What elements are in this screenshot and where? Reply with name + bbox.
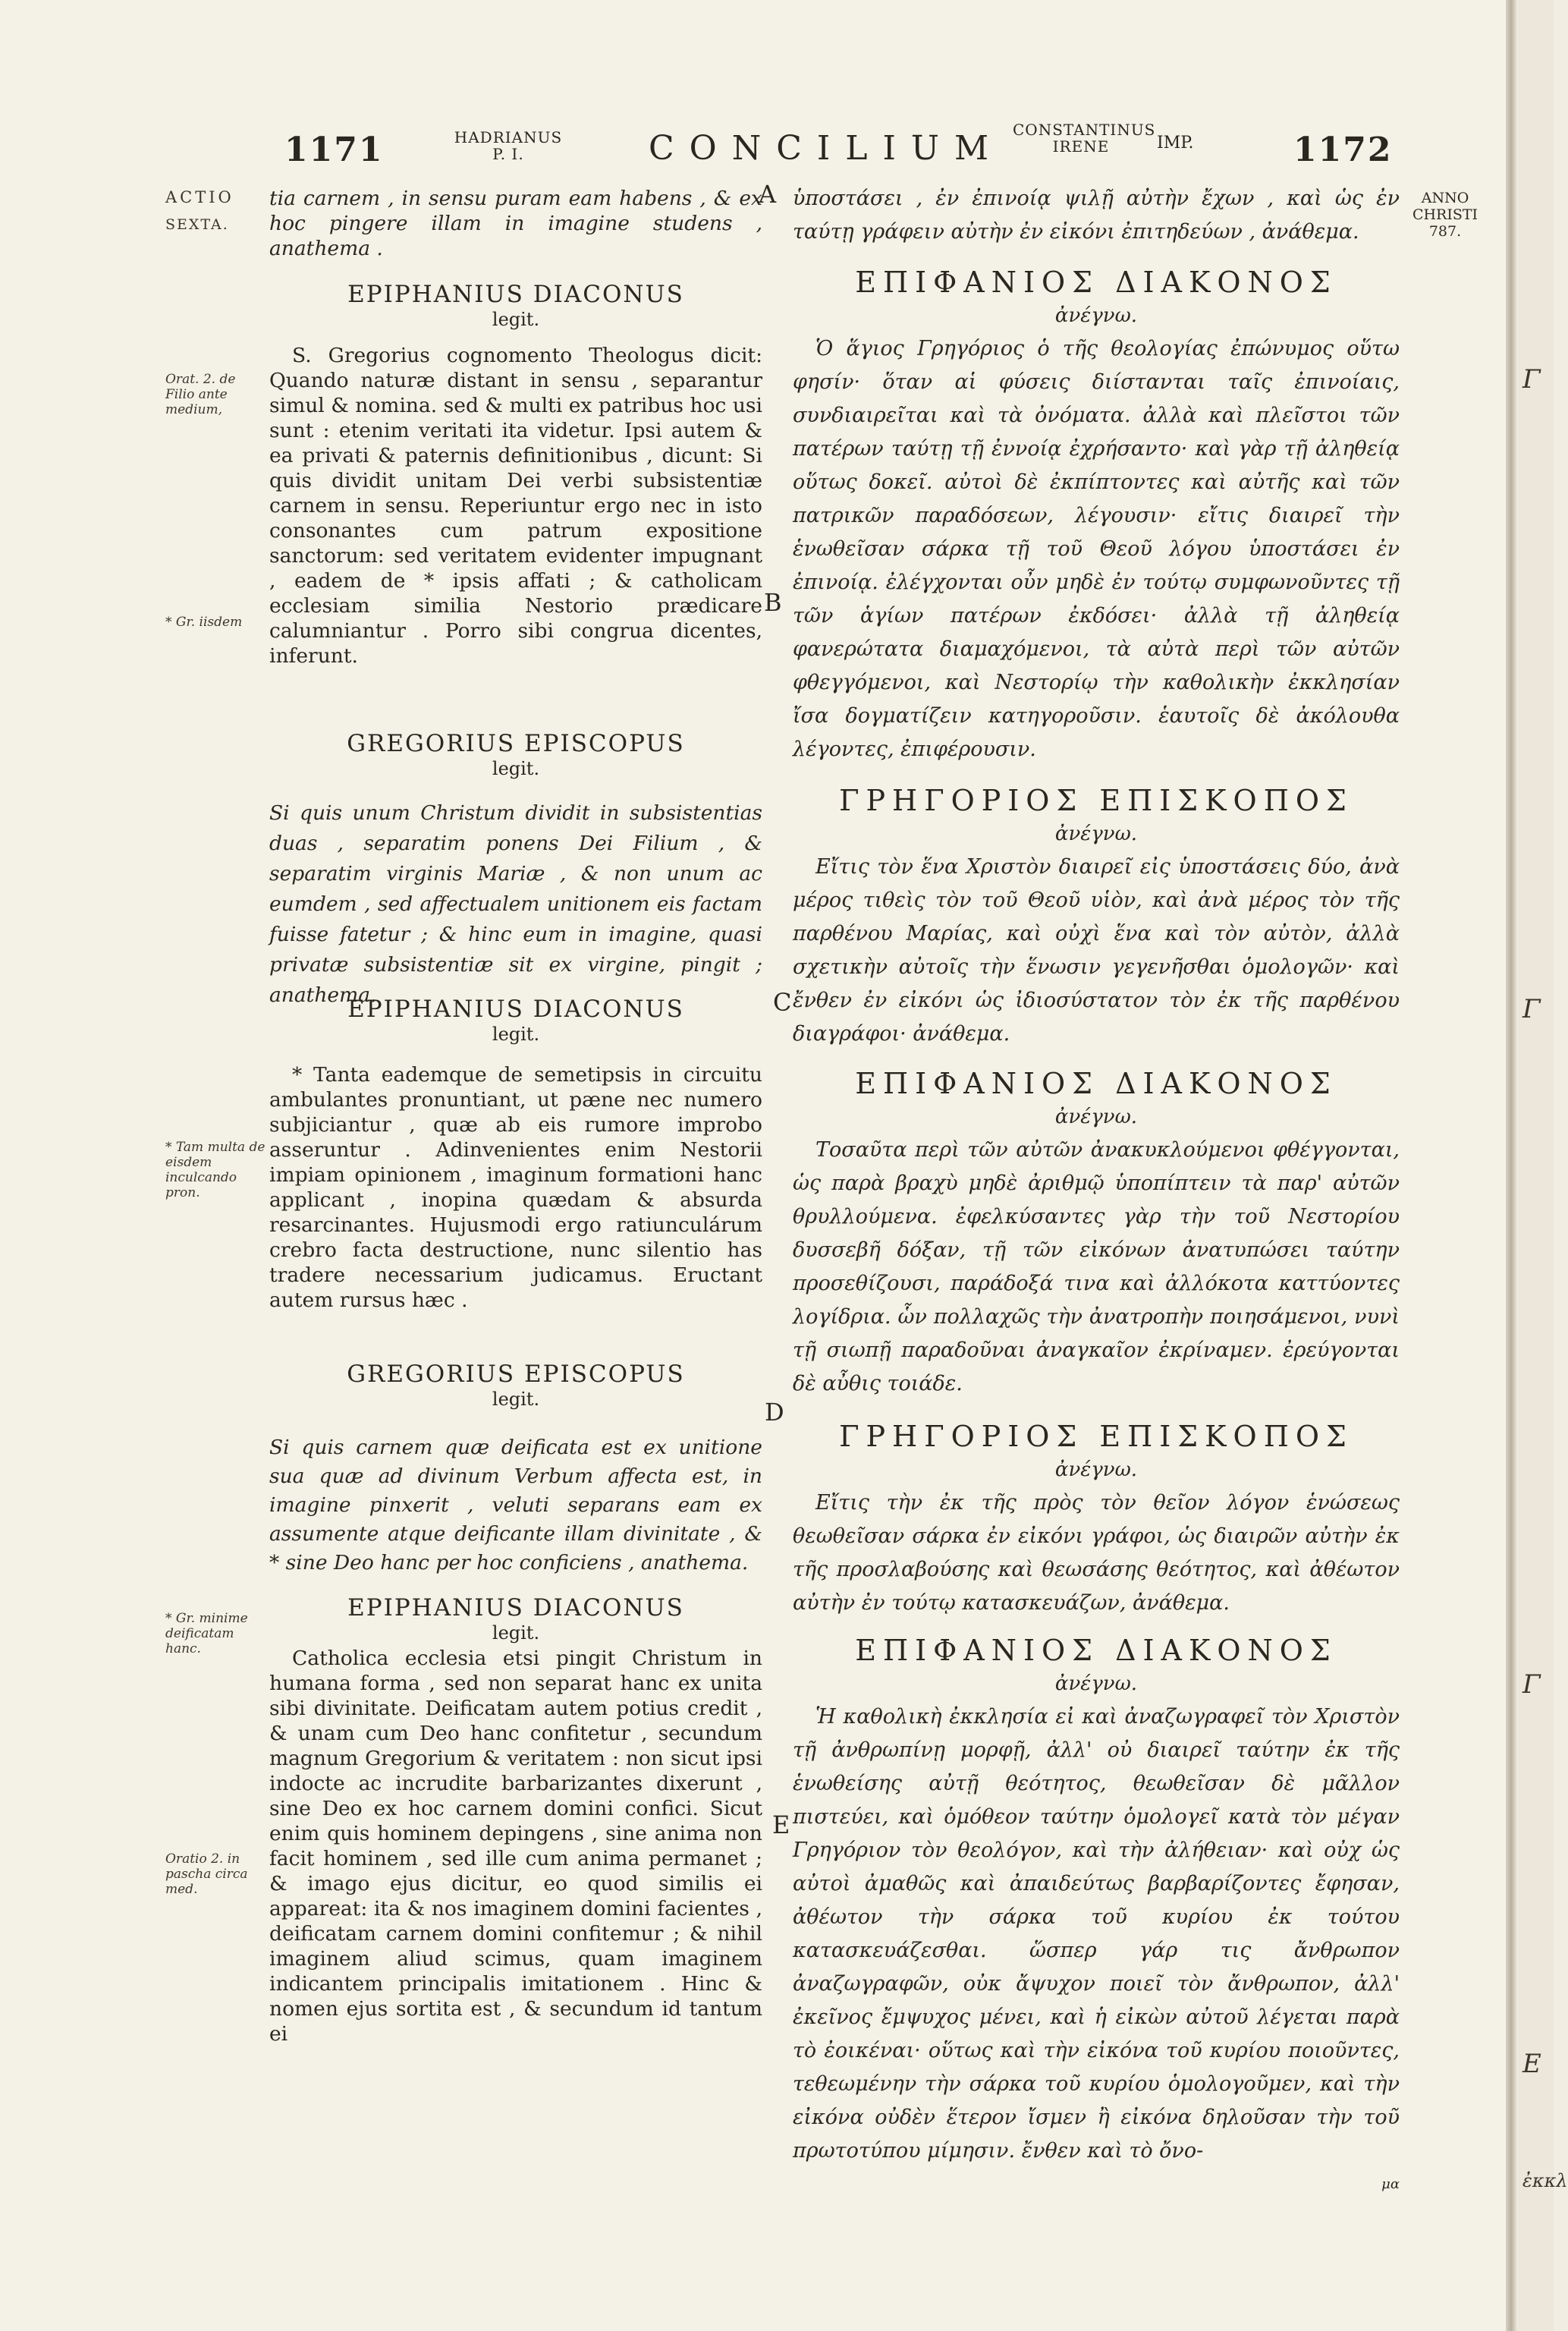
section-letter-a: A xyxy=(759,180,777,209)
running-head-hadrianus: HADRIANUS xyxy=(454,128,563,146)
book-gutter xyxy=(1506,0,1516,2331)
latin-heading-gregorius-1: GREGORIUS EPISCOPUS xyxy=(347,730,685,757)
greek-paragraph-4: Εἴτις τὴν ἐκ τῆς πρὸς τὸν θεῖον λόγον ἑνώσεως θεωθεῖσαν σάρκα ἐν εἰκόνι γράφοι, ὡς διαιρῶν αὐτὴν ἐκ τῆς προσλαβούσης καὶ θεωσάσης θεότητος, καὶ ἀθέωτον αὐτὴν ἐν τούτῳ κατασκευάζων, ἀνάθεμα. xyxy=(793,1491,1400,1615)
running-head-pope: P. I. xyxy=(492,145,524,163)
greek-paragraph-3: Τοσαῦτα περὶ τῶν αὐτῶν ἀνακυκλούμενοι φθέγγονται, ὡς παρὰ βραχὺ μηδὲ ἀριθμῷ ὑποπίπτειν τὰ παρ' αὐτῶν θρυλλούμενα. ἐφελκύσαντες γὰρ τὴν τοῦ Νεστορίου δυσσεβῆ δόξαν, τῇ τῶν εἰκόνων ἀνατυπώσει ταύτην προσεθίζουσι, παράδοξά τινα καὶ ἀλλόκοτα καττύοντες λογίδρια. ὧν πολλαχῶς τὴν ἀνατροπὴν ποιησάμενοι, νυνὶ τῇ σιωπῇ παραδοῦναι ἀναγκαῖον ἐκρίναμεν. ἐρεύγονται δὲ αὖθις τοιάδε. xyxy=(793,1138,1400,1395)
adjacent-fragment: Γ xyxy=(1522,1669,1541,1700)
latin-legit-2: legit. xyxy=(492,758,540,779)
latin-heading-epiphanius-3: EPIPHANIUS DIACONUS xyxy=(347,1594,684,1622)
running-head-irene: IRENE xyxy=(1052,137,1110,156)
latin-legit-1: legit. xyxy=(492,309,540,330)
running-title: CONCILIUM xyxy=(649,129,1004,168)
latin-legit-4: legit. xyxy=(492,1389,540,1410)
section-letter-c: C xyxy=(773,988,792,1017)
margin-christi-label: CHRISTI xyxy=(1412,206,1478,223)
running-head-constantinus: CONSTANTINUS xyxy=(1013,121,1156,139)
greek-anegno-2: ἀνέγνω. xyxy=(1054,823,1138,845)
greek-anegno-3: ἀνέγνω. xyxy=(1054,1106,1138,1128)
greek-heading-epiphanios-1: ΕΠΙΦΑΝΙΟΣ ΔΙΑΚΟΝΟΣ xyxy=(855,266,1337,299)
section-letter-e: E xyxy=(772,1810,790,1839)
greek-anegno-5: ἀνέγνω. xyxy=(1054,1672,1138,1695)
margin-note-tam-multa: * Tam multa de eisdem inculcando pron. xyxy=(165,1140,266,1200)
greek-column xyxy=(793,182,1400,2201)
running-head-imp: IMP. xyxy=(1157,134,1194,153)
adjacent-fragment: Ε xyxy=(1522,2049,1541,2079)
running-head-left xyxy=(432,129,584,162)
margin-note-gr-minime: * Gr. minime deificatam hanc. xyxy=(165,1611,248,1656)
latin-paragraph-1: S. Gregorius cognomento Theologus dicit: Quando naturæ distant in sensu , separantur simul & nomina. sed & multi ex patribus hoc usi sunt : etenim veritati ita videtur. Ipsi autem & ea privati & paternis definitionibus , dicunt: Si quis dividit unitam Dei verbi subsistentiæ carnem in sensu. Reperiuntur ergo nec in isto consonantes cum patrum expositione sanctorum: sed veritatem evidenter impugnant , eadem de * ipsis affati ; & catholicam ecclesiam similia Nestorio prædicare calumniantur . Porro sibi congrua dicentes, inferunt. xyxy=(269,344,762,668)
margin-anno xyxy=(1400,190,1491,240)
running-head-right xyxy=(1013,121,1156,156)
margin-note-gr-iisdem: * Gr. iisdem xyxy=(165,615,243,630)
greek-paragraph-2: Εἴτις τὸν ἕνα Χριστὸν διαιρεῖ εἰς ὑποστάσεις δύο, ἀνὰ μέρος τιθεὶς τὸν τοῦ Θεοῦ υἱὸν, καὶ ἀνὰ μέρος τὸν τῆς παρθένου Μαρίας, καὶ οὐχὶ ἕνα καὶ τὸν αὐτὸν, ἀλλὰ σχετικὴν αὐτοῖς τὴν ἕνωσιν γεγενῆσθαι ὁμολογῶν· καὶ ἔνθεν ἐν εἰκόνι ὡς ἰδιοσύστατον τὸν ἐκ τῆς παρθένου διαγράφοι· ἀνάθεμα. xyxy=(793,855,1400,1046)
latin-column xyxy=(269,186,762,2046)
greek-heading-epiphanios-3: ΕΠΙΦΑΝΙΟΣ ΔΙΑΚΟΝΟΣ xyxy=(855,1634,1337,1667)
latin-paragraph-4: Si quis carnem quæ deificata est ex unitione sua quæ ad divinum Verbum affecta est, in imagine pinxerit , veluti separans eam ex assumente atque deificante illam divinitate , & * sine Deo hanc per hoc conficiens , anathema. xyxy=(269,1436,762,1574)
latin-legit-5: legit. xyxy=(492,1622,540,1644)
latin-heading-epiphanius-2: EPIPHANIUS DIACONUS xyxy=(347,996,684,1023)
greek-anegno-1: ἀνέγνω. xyxy=(1054,304,1138,327)
adjacent-fragment: ἐκκλ xyxy=(1522,2170,1568,2191)
latin-paragraph-2: Si quis unum Christum dividit in subsistentias duas , separatim ponens Dei Filium , & separatim virginis Mariæ , & non unum ac eumdem , sed affectualem unitionem eis factam fuisse fatetur ; & hinc eum in imagine, quasi privatæ subsistentiæ sit ex virgine, pingit ; anathema. xyxy=(269,801,762,1007)
greek-paragraph-5: Ἡ καθολικὴ ἐκκλησία εἰ καὶ ἀναζωγραφεῖ τὸν Χριστὸν τῇ ἀνθρωπίνῃ μορφῇ, ἀλλ' οὐ διαιρεῖ ταύτην ἐκ τῆς ἑνωθείσης αὐτῇ θεότητος, θεωθεῖσαν δὲ μᾶλλον πιστεύει, καὶ ὁμόθεον ταύτην ὁμολογεῖ κατὰ τὸν μέγαν Γρηγόριον τὸν θεολόγον, καὶ τὴν ἀλήθειαν· καὶ οὐχ ὡς αὐτοὶ ἀμαθῶς καὶ ἀπαιδεύτως βαρβαρίζοντες ἔφησαν, ἀθέωτον τὴν σάρκα τοῦ κυρίου ἐκ τούτου κατασκευάζεσθαι. ὥσπερ γάρ τις ἄνθρωπον ἀναζωγραφῶν, οὐκ ἄψυχον ποιεῖ τὸν ἄνθρωπον, ἀλλ' ἐκεῖνος ἔμψυχος μένει, καὶ ἡ εἰκὼν αὐτοῦ λέγεται παρὰ τὸ ἐοικέναι· οὕτως καὶ τὴν εἰκόνα τοῦ κυρίου ποιοῦντες, τεθεωμένην τὴν σάρκα τοῦ κυρίου ὁμολογοῦμεν, καὶ τὴν εἰκόνα οὐδὲν ἕτερον ἴσμεν ἢ εἰκόνα δηλοῦσαν τὴν τοῦ πρωτοτύπου μίμησιν. ἔνθεν καὶ τὸ ὄνο- xyxy=(793,1705,1400,2163)
margin-actio: ACTIO xyxy=(165,188,234,206)
greek-paragraph-1: Ὁ ἅγιος Γρηγόριος ὁ τῆς θεολογίας ἐπώνυμος οὕτω φησίν· ὅταν αἱ φύσεις διίστανται ταῖς ἐπινοίαις, συνδιαιρεῖται καὶ τὰ ὀνόματα. ἀλλὰ καὶ πλεῖστοι τῶν πατέρων ταύτῃ τῇ ἐννοίᾳ ἐχρήσαντο· καὶ γὰρ τῇ ἀληθείᾳ οὕτως δοκεῖ. αὐτοὶ δὲ ἐκπίπτοντες καὶ αὐτῆς καὶ τῶν πατρικῶν παραδόσεων, λέγουσιν· εἴτις διαιρεῖ τὴν ἑνωθεῖσαν σάρκα τῇ τοῦ Θεοῦ λόγου ὑποστάσει ἐν ἐπινοίᾳ. ἐλέγχονται οὖν μηδὲ ἐν τούτῳ συμφωνοῦντες τῇ τῶν ἁγίων πατέρων ἐκδόσει· ἀλλὰ τῇ ἀληθείᾳ φανερώτατα διαμαχόμενοι, τὰ αὐτὰ περὶ τῶν αὐτῶν φθεγγόμενοι, καὶ Νεστορίῳ τὴν καθολικὴν ἐκκλησίαν ἴσα δογματίζειν κατηγοροῦσιν. ἑαυτοῖς δὲ ἀκόλουθα λέγοντες, ἐπιφέρουσιν. xyxy=(793,337,1400,761)
adjacent-fragment: Γ xyxy=(1522,364,1541,395)
latin-heading-gregorius-2: GREGORIUS EPISCOPUS xyxy=(347,1361,685,1388)
margin-sexta: SEXTA. xyxy=(165,216,229,233)
section-letter-d: D xyxy=(765,1398,784,1427)
margin-year: 787. xyxy=(1428,223,1462,240)
greek-anegno-4: ἀνέγνω. xyxy=(1054,1458,1138,1481)
margin-note-oratio-2: Oratio 2. in pascha circa med. xyxy=(165,1851,248,1897)
catchword: μα xyxy=(1381,2176,1400,2192)
adjacent-fragment: Γ xyxy=(1522,994,1541,1024)
margin-note-orat-2: Orat. 2. de Filio ante medium, xyxy=(165,372,236,417)
latin-intro: tia carnem , in sensu puram eam habens , & ex hoc pingere illam in imagine studens , anathema . xyxy=(269,187,762,260)
latin-paragraph-3: * Tanta eademque de semetipsis in circuitu ambulantes pronuntiant, ut pæne nec numero subjiciantur , quæ ab eis rumore improbo asseruntur . Adinvenientes enim Nestorii impiam opinionem , imaginum formationi hanc applicant , inopina quædam & absurda resarcinantes. Hujusmodi ergo ratiunculárum crebro facta destructione, nunc silentio has tradere necessarium judicamus. Eructant autem rursus hæc . xyxy=(269,1063,762,1312)
greek-intro: ὑποστάσει , ἐν ἐπινοίᾳ ψιλῇ αὐτὴν ἔχων , καὶ ὡς ἐν ταύτῃ γράφειν αὐτὴν ἐν εἰκόνι ἐπιτηδεύων , ἀνάθεμα. xyxy=(793,187,1400,244)
left-page-number: 1171 xyxy=(284,131,384,169)
greek-heading-epiphanios-2: ΕΠΙΦΑΝΙΟΣ ΔΙΑΚΟΝΟΣ xyxy=(855,1067,1337,1100)
greek-heading-gregorios-1: ΓΡΗΓΟΡΙΟΣ ΕΠΙΣΚΟΠΟΣ xyxy=(839,784,1353,817)
margin-anno-label: ANNO xyxy=(1421,190,1469,206)
greek-heading-gregorios-2: ΓΡΗΓΟΡΙΟΣ ΕΠΙΣΚΟΠΟΣ xyxy=(839,1420,1353,1453)
right-page-number: 1172 xyxy=(1293,131,1393,169)
latin-paragraph-5: Catholica ecclesia etsi pingit Christum in humana forma , sed non separat hanc ex unita sibi divinitate. Deificatam autem potius credit , & unam cum Deo hanc confitetur , secundum magnum Gregorium & veritatem : non sicut ipsi indocte ac incrudite barbarizantes dixerunt , sine Deo ex hoc carnem domini confici. Sicut enim quis hominem depingens , sine anima non facit hominem , sed ille cum anima permanet ; & imago ejus dicitur, eo quod similis ei appareat: ita & nos imaginem domini facientes , deificatam carnem domini confitemur ; & nihil imaginem aliud scimus, quam imaginem indicantem principalis imitationem . Hinc & nomen ejus sortita est , & secundum id tantum ei xyxy=(269,1647,762,2046)
adjacent-page-edge xyxy=(1516,0,1568,2331)
latin-legit-3: legit. xyxy=(492,1024,540,1045)
section-letter-b: B xyxy=(764,588,782,617)
latin-heading-epiphanius-1: EPIPHANIUS DIACONUS xyxy=(347,281,684,308)
